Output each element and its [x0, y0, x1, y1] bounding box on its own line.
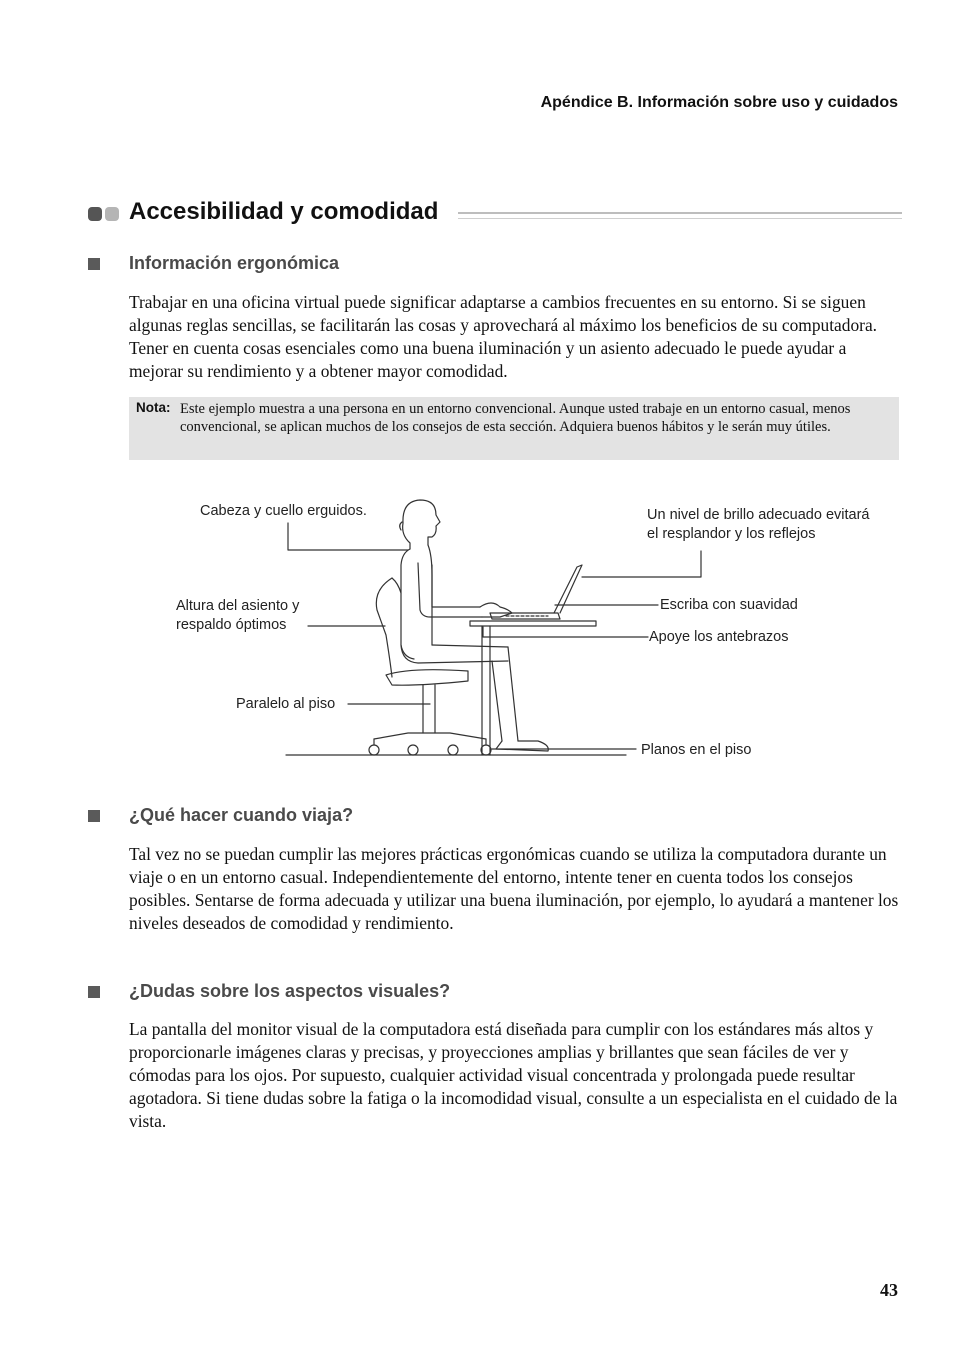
bullet-square-icon: [88, 810, 100, 822]
running-header: Apéndice B. Información sobre uso y cuidados: [540, 94, 898, 111]
ergonomic-figure: [170, 495, 900, 765]
section-title: [88, 198, 902, 232]
section-dots-icon: [88, 207, 122, 221]
label-parallel: Paralelo al piso: [236, 696, 336, 712]
section-title-text: Accesibilidad y comodidad: [129, 198, 444, 226]
bullet-square-icon: [88, 258, 100, 270]
subheading-travel: ¿Qué hacer cuando viaja?: [129, 805, 354, 825]
label-brightness-line1: Un nivel de brillo adecuado evitará: [647, 507, 870, 523]
label-seat-line1: Altura del asiento y: [176, 598, 300, 614]
label-seat-line2: respaldo óptimos: [176, 617, 287, 633]
note-text: Este ejemplo muestra a una persona en un entorno convencional. Aunque usted trabaje en un entorno casual, menos convencional, se aplican muchos de los consejos de esta sección. Adquiera buenos hábitos y le serán muy útiles.: [180, 401, 851, 435]
paragraph-vision: La pantalla del monitor visual de la computadora está diseñada para cumplir con los estándares más altos y proporcionarle imágenes claras y precisas, y proyecciones amplias y brillantes que sean fáciles de ver y cómodas para los ojos. Por supuesto, cualquier actividad visual concentrada y prolongada puede resultar agotadora. Si tiene dudas sobre la fatiga o la incomodidad visual, consulte a un especialista en el cuidado de la vista.: [129, 1019, 898, 1131]
label-brightness-line2: el resplandor y los reflejos: [647, 526, 816, 542]
label-forearms: Apoye los antebrazos: [649, 629, 789, 645]
note-label: Nota:: [136, 400, 171, 415]
subheading-ergonomics: Información ergonómica: [129, 253, 340, 273]
title-rule: [458, 212, 902, 219]
label-feet: Planos en el piso: [641, 742, 752, 758]
bullet-square-icon: [88, 986, 100, 998]
subheading-vision: ¿Dudas sobre los aspectos visuales?: [129, 981, 451, 1001]
paragraph-ergonomics: Trabajar en una oficina virtual puede significar adaptarse a cambios frecuentes en su entorno. Si se siguen algunas reglas sencillas, se facilitarán las cosas y aprovechará al máximo los beneficios de su computadora. Tener en cuenta cosas esenciales como una buena iluminación y un asiento adecuado le puede ayudar a mejorar su rendimiento y a obtener mayor comodidad.: [129, 292, 878, 381]
paragraph-travel: Tal vez no se puedan cumplir las mejores prácticas ergonómicas cuando se utiliza la computadora durante un viaje o en un entorno casual. Independientemente del entorno, intente tener en cuenta todos los consejos posibles. Sentarse de forma adecuada y utilizar una buena iluminación, por ejemplo, lo ayudará a mantener los niveles deseados de comodidad y rendimiento.: [129, 844, 899, 933]
label-typing: Escriba con suavidad: [660, 597, 798, 613]
note-box: [129, 397, 899, 460]
page-number: 43: [880, 1280, 898, 1300]
label-head-neck: Cabeza y cuello erguidos.: [200, 503, 367, 519]
